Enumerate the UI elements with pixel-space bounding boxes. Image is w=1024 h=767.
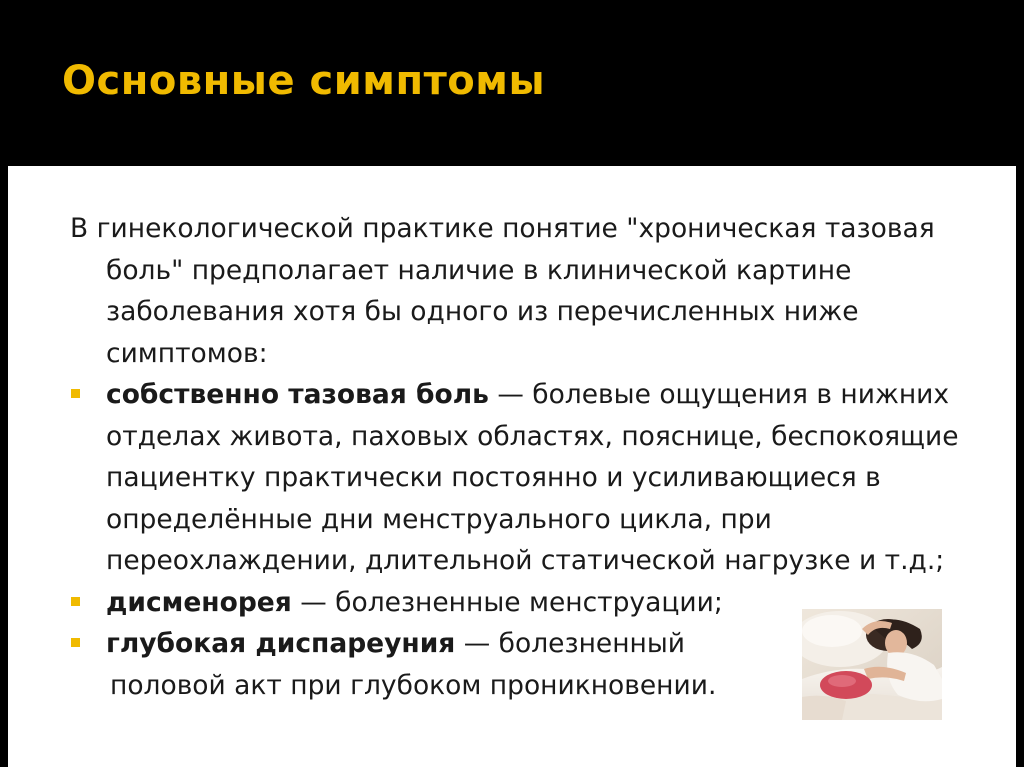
bullet-text: — болезненный bbox=[455, 628, 685, 659]
title-bar bbox=[0, 0, 1024, 158]
slide-title: Основные симптомы bbox=[62, 58, 546, 104]
bullet-text: — болевые ощущения в нижних отделах живота, паховых областях, пояснице, беспокоящие пациентку практически постоянно и усиливающиеся в определённые дни менструального цикла, при переохлаждении, длительной статической нагрузке и т.д.; bbox=[106, 379, 959, 576]
photo-illustration bbox=[802, 609, 942, 720]
bullet-term: глубокая диспареуния bbox=[106, 628, 456, 659]
intro-paragraph: В гинекологической практике понятие "хроническая тазовая боль" предполагает наличие в клинической картине заболевания хотя бы одного из перечисленных ниже симптомов: bbox=[70, 213, 935, 369]
bullet-square-icon bbox=[71, 638, 80, 647]
bullet-continuation: половой акт при глубоком проникновении. bbox=[110, 669, 717, 701]
bullet-text: — болезненные менструации; bbox=[291, 586, 723, 618]
bullet-item bbox=[70, 374, 975, 582]
bullet-square-icon bbox=[71, 597, 80, 606]
bullet-square-icon bbox=[71, 389, 80, 398]
bullet-term: собственно тазовая боль bbox=[106, 379, 489, 410]
content-panel bbox=[8, 166, 1016, 767]
resting-woman-photo bbox=[802, 609, 942, 720]
bullet-term: дисменорея bbox=[106, 586, 292, 618]
